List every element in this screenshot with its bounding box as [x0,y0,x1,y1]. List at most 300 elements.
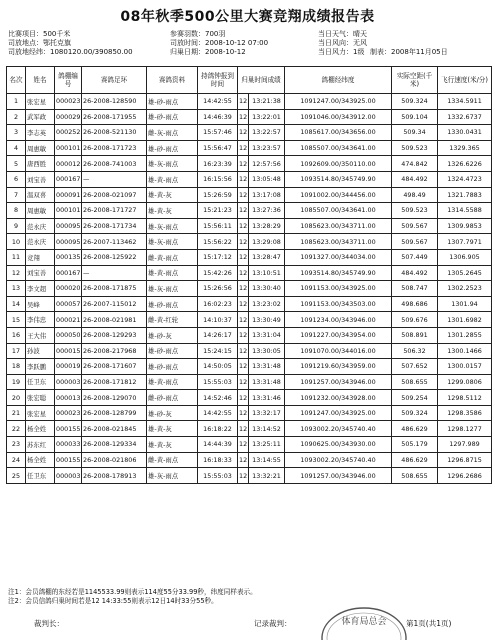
cell-day: 12 [238,140,249,156]
cell-speed: 1324.4723 [438,171,492,187]
return-date-field: 归巢日期：2008-10-12 [170,48,246,56]
cell-clock-time: 14:42:55 [198,405,238,421]
cell-coords: 1091232.00/343928.00 [285,390,392,406]
cell-day: 12 [238,218,249,234]
cell-speed: 1302.2523 [438,281,492,297]
cell-pigeon-info: 雄-灰-雨点 [147,468,198,484]
cell-return-time: 13:28:47 [249,249,285,265]
cell-ring: — [82,171,147,187]
table-row [7,203,492,219]
cell-day: 12 [238,390,249,406]
cell-return-time: 13:32:17 [249,405,285,421]
cell-return-time: 13:27:36 [249,203,285,219]
cell-pigeon-info: 雄-黄-灰 [147,421,198,437]
cell-distance: 509.104 [392,109,438,125]
cell-pigeon-info: 雄-砂-灰 [147,327,198,343]
header-return-time: 归巢时间成绩 [238,67,285,94]
cell-coords: 1085507.00/343641.00 [285,203,392,219]
cell-distance: 498.686 [392,296,438,312]
cell-return-time: 13:32:21 [249,468,285,484]
cell-return-time: 12:57:56 [249,156,285,172]
cell-clock-time: 15:57:46 [198,125,238,141]
cell-loft-id: 000101 [55,140,82,156]
results-table [6,66,492,484]
table-body [7,94,492,484]
release-time-field: 司放时间：2008-10-12 07:00 [170,39,269,47]
cell-loft-id: 000095 [55,234,82,250]
table-row [7,171,492,187]
table-row [7,359,492,375]
cell-rank: 17 [7,343,26,359]
table-row [7,421,492,437]
cell-clock-time: 15:55:03 [198,374,238,390]
cell-loft-id: 000155 [55,452,82,468]
cell-return-time: 13:25:11 [249,437,285,453]
table-header-row [7,67,492,94]
cell-return-time: 13:17:08 [249,187,285,203]
cell-clock-time: 14:50:05 [198,359,238,375]
cell-speed: 1297.989 [438,437,492,453]
cell-ring: 26-2008-125922 [82,249,147,265]
table-row [7,437,492,453]
cell-day: 12 [238,171,249,187]
cell-clock-time: 14:42:55 [198,94,238,110]
cell-pigeon-info: 雄-黄-灰 [147,187,198,203]
cell-clock-time: 15:24:15 [198,343,238,359]
cell-ring: 26-2007-115012 [82,296,147,312]
cell-name: 任卫东 [26,468,55,484]
cell-return-time: 13:23:57 [249,140,285,156]
cell-day: 12 [238,405,249,421]
cell-distance: 509.676 [392,312,438,328]
cell-loft-id: 000091 [55,187,82,203]
cell-name: 孙波 [26,343,55,359]
header-pigeon-info: 赛鸽资料 [147,67,198,94]
header-coords: 鸽棚经纬度 [285,67,392,94]
cell-speed: 1296.8715 [438,452,492,468]
cell-coords: 1091153.00/343925.00 [285,281,392,297]
cell-speed: 1300.0157 [438,359,492,375]
cell-distance: 484.492 [392,171,438,187]
cell-return-time: 13:14:55 [249,452,285,468]
cell-clock-time: 14:44:39 [198,437,238,453]
cell-distance: 509.254 [392,390,438,406]
release-coords-field: 司放地经纬：1080120.00/390850.00 [8,48,133,56]
cell-return-time: 13:31:04 [249,327,285,343]
cell-clock-time: 16:15:56 [198,171,238,187]
cell-speed: 1301.2855 [438,327,492,343]
cell-speed: 1296.2686 [438,468,492,484]
header-rank: 名次 [7,67,26,94]
cell-ring: 26-2008-021806 [82,452,147,468]
official-seal-stamp [318,606,410,644]
cell-pigeon-info: 雄-砂-雨点 [147,359,198,375]
cell-ring: 26-2008-741003 [82,156,147,172]
cell-pigeon-info: 雄-灰-雨点 [147,234,198,250]
cell-ring: 26-2008-129070 [82,390,147,406]
table-row [7,452,492,468]
cell-distance: 509.34 [392,125,438,141]
cell-ring: 26-2008-021845 [82,421,147,437]
cell-return-time: 13:10:51 [249,265,285,281]
table-row [7,156,492,172]
cell-rank: 4 [7,140,26,156]
cell-rank: 6 [7,171,26,187]
cell-rank: 16 [7,327,26,343]
report-title: 08年秋季500公里大赛竞翔成绩报告表 [120,9,375,25]
cell-day: 12 [238,109,249,125]
cell-distance: 508.655 [392,468,438,484]
cell-coords: 1085623.00/343711.00 [285,218,392,234]
cell-loft-id: 000057 [55,296,82,312]
page-number: 第1页(共1页) [406,619,452,628]
cell-loft-id: 000019 [55,359,82,375]
cell-speed: 1330.0431 [438,125,492,141]
cell-distance: 484.492 [392,265,438,281]
cell-coords: 1085623.00/343711.00 [285,234,392,250]
cell-pigeon-info: 雌-灰-雨点 [147,125,198,141]
cell-pigeon-info: 雄-黄-雨点 [147,171,198,187]
cell-speed: 1305.2645 [438,265,492,281]
cell-pigeon-info: 雄-灰-雨点 [147,156,198,172]
table-row [7,109,492,125]
cell-rank: 24 [7,452,26,468]
cell-name: 张宏星 [26,405,55,421]
cell-day: 12 [238,156,249,172]
cell-name: 李文超 [26,281,55,297]
release-location-field: 司放地点：鄂托克旗 [8,39,71,47]
cell-loft-id: 000252 [55,125,82,141]
made-date-field: 制表：2008年11月05日 [370,48,448,56]
cell-rank: 10 [7,234,26,250]
cell-speed: 1309.9853 [438,218,492,234]
cell-loft-id: 000021 [55,312,82,328]
table-row [7,374,492,390]
cell-coords: 1091234.00/343946.00 [285,312,392,328]
cell-speed: 1298.1277 [438,421,492,437]
cell-clock-time: 15:55:03 [198,468,238,484]
cell-name: 周惠敏 [26,203,55,219]
cell-loft-id: 000023 [55,405,82,421]
cell-name: 张宏聪 [26,390,55,406]
cell-distance: 506.32 [392,343,438,359]
cell-rank: 19 [7,374,26,390]
cell-distance: 498.49 [392,187,438,203]
cell-rank: 5 [7,156,26,172]
cell-distance: 509.324 [392,94,438,110]
cell-coords: 1091227.00/343954.00 [285,327,392,343]
cell-clock-time: 15:42:26 [198,265,238,281]
cell-rank: 8 [7,203,26,219]
cell-pigeon-info: 雄-砂-雨点 [147,296,198,312]
cell-ring: 26-2008-171812 [82,374,147,390]
cell-clock-time: 14:46:39 [198,109,238,125]
cell-name: 王大伟 [26,327,55,343]
cell-day: 12 [238,421,249,437]
table-row [7,281,492,297]
cell-pigeon-info: 雄-灰-雨点 [147,281,198,297]
table-row [7,94,492,110]
cell-return-time: 13:05:48 [249,171,285,187]
cell-day: 12 [238,234,249,250]
cell-clock-time: 16:18:33 [198,452,238,468]
cell-coords: 1085617.00/343656.00 [285,125,392,141]
info-column-2 [170,30,268,57]
cell-distance: 507.652 [392,359,438,375]
referee-label: 裁判长： [34,619,64,628]
cell-name: 杨全姓 [26,452,55,468]
cell-loft-id: 000155 [55,421,82,437]
cell-pigeon-info: 雄-砂-雨点 [147,109,198,125]
cell-rank: 20 [7,390,26,406]
cell-day: 12 [238,452,249,468]
cell-name: 武军政 [26,109,55,125]
cell-ring: 26-2008-128799 [82,405,147,421]
cell-pigeon-info: 雄-砂-雨点 [147,343,198,359]
cell-rank: 13 [7,281,26,297]
table-row [7,125,492,141]
cell-coords: 1091327.00/344034.00 [285,249,392,265]
cell-day: 12 [238,187,249,203]
cell-speed: 1300.1466 [438,343,492,359]
cell-name: 唐西胜 [26,156,55,172]
cell-ring: 26-2008-171955 [82,109,147,125]
cell-ring: 26-2007-113462 [82,234,147,250]
header-distance: 实际空距(千米) [392,67,438,94]
cell-speed: 1326.6226 [438,156,492,172]
cell-clock-time: 14:10:37 [198,312,238,328]
cell-speed: 1301.94 [438,296,492,312]
cell-return-time: 13:21:38 [249,94,285,110]
table-row [7,312,492,328]
cell-loft-id: 000023 [55,94,82,110]
table-row [7,265,492,281]
cell-distance: 509.523 [392,203,438,219]
cell-day: 12 [238,468,249,484]
cell-speed: 1306.905 [438,249,492,265]
table-row [7,234,492,250]
cell-return-time: 13:30:05 [249,343,285,359]
cell-return-time: 13:14:52 [249,421,285,437]
cell-pigeon-info: 雄-砂-灰 [147,405,198,421]
cell-day: 12 [238,265,249,281]
cell-pigeon-info: 雌-黄-雨点 [147,452,198,468]
cell-loft-id: 000020 [55,281,82,297]
table-row [7,390,492,406]
cell-distance: 509.324 [392,405,438,421]
cell-loft-id: 000029 [55,109,82,125]
header-speed: 飞行速度(米/分) [438,67,492,94]
cell-rank: 23 [7,437,26,453]
cell-ring: 26-2008-217968 [82,343,147,359]
cell-loft-id: 000101 [55,203,82,219]
cell-day: 12 [238,125,249,141]
entries-field: 参赛羽数：700羽 [170,30,226,38]
table-row [7,187,492,203]
cell-name: 杨全姓 [26,421,55,437]
cell-return-time: 13:31:48 [249,374,285,390]
header-clock-time: 持鸽钟报到时间 [198,67,238,94]
cell-pigeon-info: 雌-黄-红轮 [147,312,198,328]
cell-clock-time: 16:23:39 [198,156,238,172]
cell-day: 12 [238,359,249,375]
cell-day: 12 [238,281,249,297]
cell-coords: 1091219.60/343959.00 [285,359,392,375]
cell-rank: 12 [7,265,26,281]
cell-rank: 15 [7,312,26,328]
cell-distance: 474.842 [392,156,438,172]
cell-speed: 1299.0806 [438,374,492,390]
cell-rank: 14 [7,296,26,312]
table-row [7,249,492,265]
cell-name: 范永庆 [26,234,55,250]
notes-block [8,588,257,606]
cell-distance: 509.523 [392,140,438,156]
cell-day: 12 [238,437,249,453]
info-column-3 [318,30,367,57]
cell-speed: 1332.6737 [438,109,492,125]
cell-name: 李伟忠 [26,312,55,328]
cell-coords: 1091257.00/343946.00 [285,468,392,484]
cell-distance: 508.655 [392,374,438,390]
cell-distance: 508.747 [392,281,438,297]
cell-return-time: 13:31:46 [249,390,285,406]
cell-distance: 509.567 [392,218,438,234]
cell-name: 任卫东 [26,374,55,390]
cell-coords: 1093514.80/345749.90 [285,171,392,187]
cell-loft-id: 000095 [55,218,82,234]
cell-rank: 22 [7,421,26,437]
note-1: 注1：会员鸽棚的东经若是1145533.99则表示114度55分33.99秒，纬度同样表示。 [8,588,257,596]
cell-distance: 507.449 [392,249,438,265]
cell-distance: 509.567 [392,234,438,250]
cell-distance: 505.179 [392,437,438,453]
table-row [7,405,492,421]
cell-day: 12 [238,343,249,359]
cell-coords: 1090625.00/343930.00 [285,437,392,453]
cell-coords: 1091247.00/343925.00 [285,94,392,110]
cell-day: 12 [238,374,249,390]
cell-day: 12 [238,327,249,343]
cell-pigeon-info: 雄-黄-灰 [147,437,198,453]
cell-rank: 25 [7,468,26,484]
cell-loft-id: 000003 [55,468,82,484]
cell-clock-time: 15:26:59 [198,187,238,203]
cell-speed: 1321.7883 [438,187,492,203]
cell-name: 李跃鹏 [26,359,55,375]
cell-loft-id: 000015 [55,343,82,359]
recorder-label: 记录裁判： [254,619,292,628]
cell-ring: 26-2008-021981 [82,312,147,328]
cell-rank: 18 [7,359,26,375]
cell-coords: 1091247.00/343925.00 [285,405,392,421]
cell-return-time: 13:29:08 [249,234,285,250]
cell-name: 刘宝善 [26,265,55,281]
cell-ring: — [82,265,147,281]
cell-ring: 26-2008-171607 [82,359,147,375]
cell-clock-time: 16:02:23 [198,296,238,312]
cell-rank: 3 [7,125,26,141]
cell-ring: 26-2008-178913 [82,468,147,484]
cell-pigeon-info: 雄-黄-雨点 [147,374,198,390]
header-ring: 赛鸽足环 [82,67,147,94]
cell-name: 竞翔 [26,249,55,265]
table-row [7,343,492,359]
cell-ring: 26-2008-171734 [82,218,147,234]
cell-loft-id: 000050 [55,327,82,343]
cell-ring: 26-2008-129334 [82,437,147,453]
cell-day: 12 [238,296,249,312]
cell-name: 张宏星 [26,94,55,110]
info-column-1 [8,30,133,57]
cell-speed: 1301.6982 [438,312,492,328]
cell-return-time: 13:22:01 [249,109,285,125]
cell-speed: 1314.5588 [438,203,492,219]
cell-coords: 1091002.00/344456.00 [285,187,392,203]
cell-pigeon-info: 雌-砂-雨点 [147,390,198,406]
cell-return-time: 13:30:49 [249,312,285,328]
cell-rank: 21 [7,405,26,421]
cell-distance: 486.629 [392,421,438,437]
cell-return-time: 13:23:02 [249,296,285,312]
cell-clock-time: 16:18:22 [198,421,238,437]
cell-name: 苏东红 [26,437,55,453]
cell-speed: 1298.5112 [438,390,492,406]
cell-pigeon-info: 雄-黄-灰 [147,203,198,219]
cell-ring: 26-2008-171875 [82,281,147,297]
wind-force-field: 当日风力：1级 [318,48,365,56]
cell-speed: 1329.365 [438,140,492,156]
cell-clock-time: 15:21:23 [198,203,238,219]
cell-day: 12 [238,203,249,219]
table-row [7,140,492,156]
cell-loft-id: 000167 [55,171,82,187]
cell-name: 范永庆 [26,218,55,234]
cell-rank: 7 [7,187,26,203]
cell-clock-time: 15:56:22 [198,234,238,250]
cell-name: 吴峰 [26,296,55,312]
wind-direction-field: 当日风向：无风 [318,39,367,47]
cell-return-time: 13:30:40 [249,281,285,297]
cell-clock-time: 14:52:46 [198,390,238,406]
cell-name: 温双喜 [26,187,55,203]
cell-name: 李志英 [26,125,55,141]
cell-clock-time: 15:26:56 [198,281,238,297]
cell-clock-time: 14:26:17 [198,327,238,343]
cell-pigeon-info: 雄-黄-雨点 [147,265,198,281]
cell-distance: 508.891 [392,327,438,343]
cell-rank: 2 [7,109,26,125]
cell-pigeon-info: 雄-砂-雨点 [147,94,198,110]
cell-loft-id: 000012 [55,156,82,172]
cell-return-time: 13:22:57 [249,125,285,141]
cell-coords: 1091046.00/343912.00 [285,109,392,125]
note-2: 注2：会员信鸽归巢时间若是12 14:33:55则表示12日14时33分55秒。 [8,597,218,605]
table-row [7,296,492,312]
cell-name: 周惠敏 [26,140,55,156]
cell-ring: 26-2008-171727 [82,203,147,219]
header-loft-id: 鸽棚编号 [55,67,82,94]
cell-loft-id: 000167 [55,265,82,281]
cell-coords: 1093002.20/345740.40 [285,421,392,437]
cell-speed: 1334.5911 [438,94,492,110]
cell-rank: 1 [7,94,26,110]
cell-rank: 9 [7,218,26,234]
table-row [7,468,492,484]
cell-coords: 1093514.80/345749.90 [285,265,392,281]
weather-field: 当日天气：晴天 [318,30,367,38]
cell-pigeon-info: 雄-灰-雨点 [147,218,198,234]
